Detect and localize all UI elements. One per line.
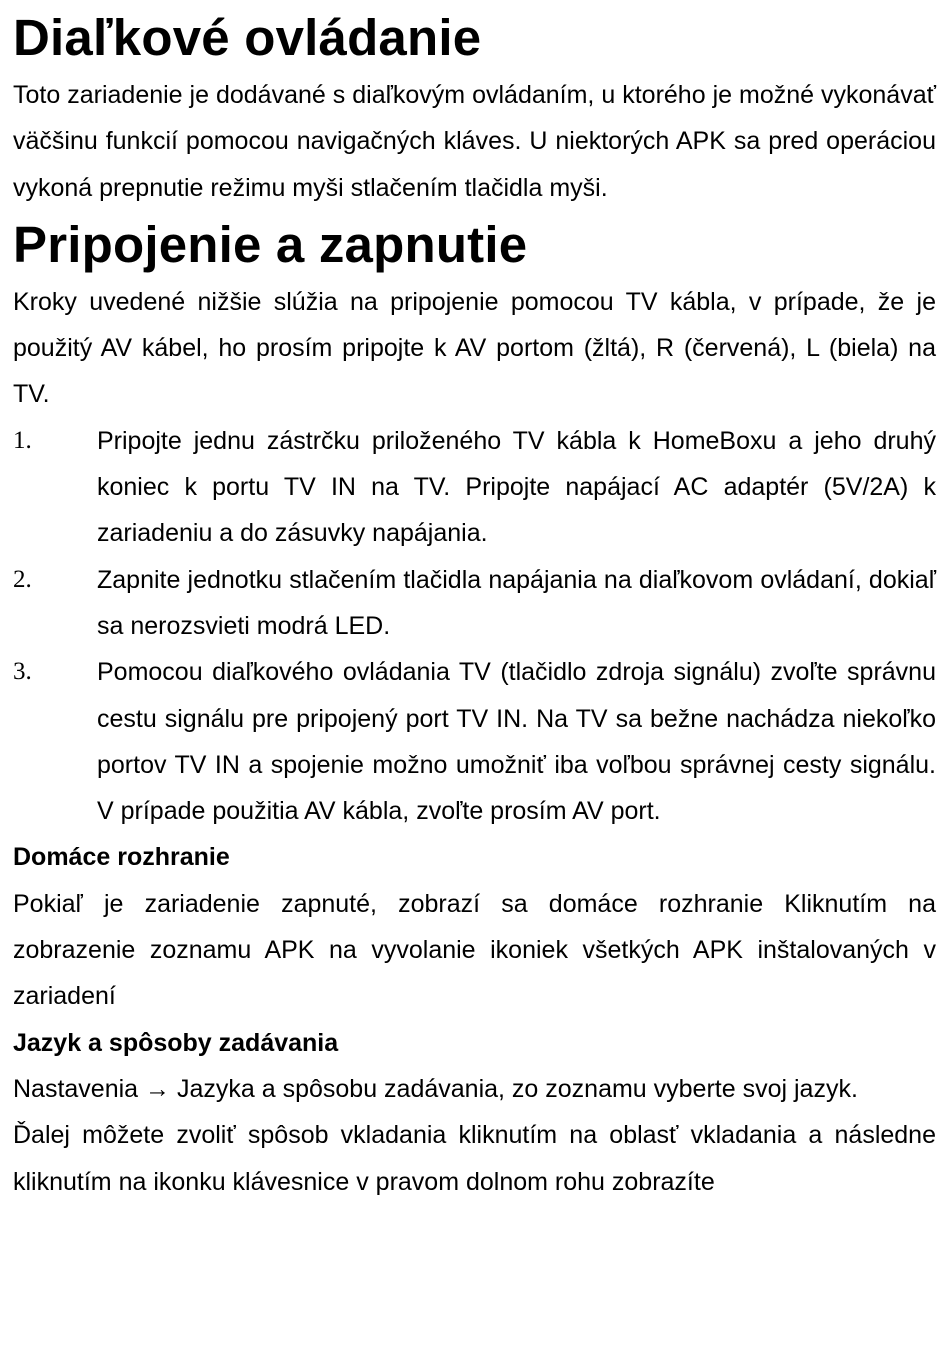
paragraph-language-input-method: Ďalej môžete zvoliť spôsob vkladania kliknutím na oblasť vkladania a následne kliknutím na ikonku klávesnice v pravom dolnom rohu zobrazíte	[13, 1121, 936, 1196]
paragraph-remote-control: Toto zariadenie je dodávané s diaľkovým ovládaním, u ktorého je možné vykonávať väčšinu funkcií pomocou navigačných kláves. U niektorých APK sa pred operáciou vykoná prepnutie režimu myši stlačením tlačidla myši.	[13, 81, 936, 202]
list-item-number: 3.	[13, 658, 32, 686]
list-item	[13, 649, 936, 834]
paragraph-connect-intro: Kroky uvedené nižšie slúžia na pripojenie pomocou TV kábla, v prípade, že je použitý AV kábel, ho prosím pripojte k AV portom (žltá), R (červená), L (biela) na TV.	[13, 287, 936, 409]
steps-list	[13, 418, 936, 835]
heading-remote-control: Diaľkové ovládanie	[13, 9, 482, 66]
list-item-text: Pomocou diaľkového ovládania TV (tlačidlo zdroja signálu) zvoľte správnu cestu signálu pre pripojený port TV IN. Na TV sa bežne nachádza niekoľko portov TV IN a spojenie možno umožniť iba voľbou správnej cesty signálu. V prípade použitia AV kábla, zvoľte prosím AV port.	[97, 658, 936, 826]
list-item-text: Pripojte jednu zástrčku priloženého TV kábla k HomeBoxu a jeho druhý koniec k portu TV IN na TV. Pripojte napájací AC adaptér (5V/2A) k zariadeniu a do zásuvky napájania.	[97, 426, 936, 548]
list-item-number: 2.	[13, 565, 32, 593]
heading-language-input: Jazyk a spôsoby zadávania	[13, 1028, 339, 1057]
paragraph-language-path	[13, 1066, 936, 1112]
list-item	[13, 418, 936, 557]
list-item-number: 1.	[13, 426, 32, 454]
arrow-right-icon: →	[145, 1074, 171, 1103]
paragraph-home-interface: Pokiaľ je zariadenie zapnuté, zobrazí sa domáce rozhranie Kliknutím na zobrazenie zoznamu APK na vyvolanie ikoniek všetkých APK inštalovaných v zariadení	[13, 889, 936, 1011]
list-item-text: Zapnite jednotku stlačením tlačidla napájania na diaľkovom ovládaní, dokiaľ sa nerozsvieti modrá LED.	[97, 565, 936, 640]
heading-home-interface: Domáce rozhranie	[13, 843, 230, 872]
settings-path-rest: Jazyka a spôsobu zadávania, zo zoznamu vyberte svoj jazyk.	[176, 1074, 858, 1103]
heading-connect-and-power: Pripojenie a zapnutie	[13, 215, 528, 273]
list-item	[13, 557, 936, 650]
settings-path-start: Nastavenia	[13, 1074, 139, 1103]
